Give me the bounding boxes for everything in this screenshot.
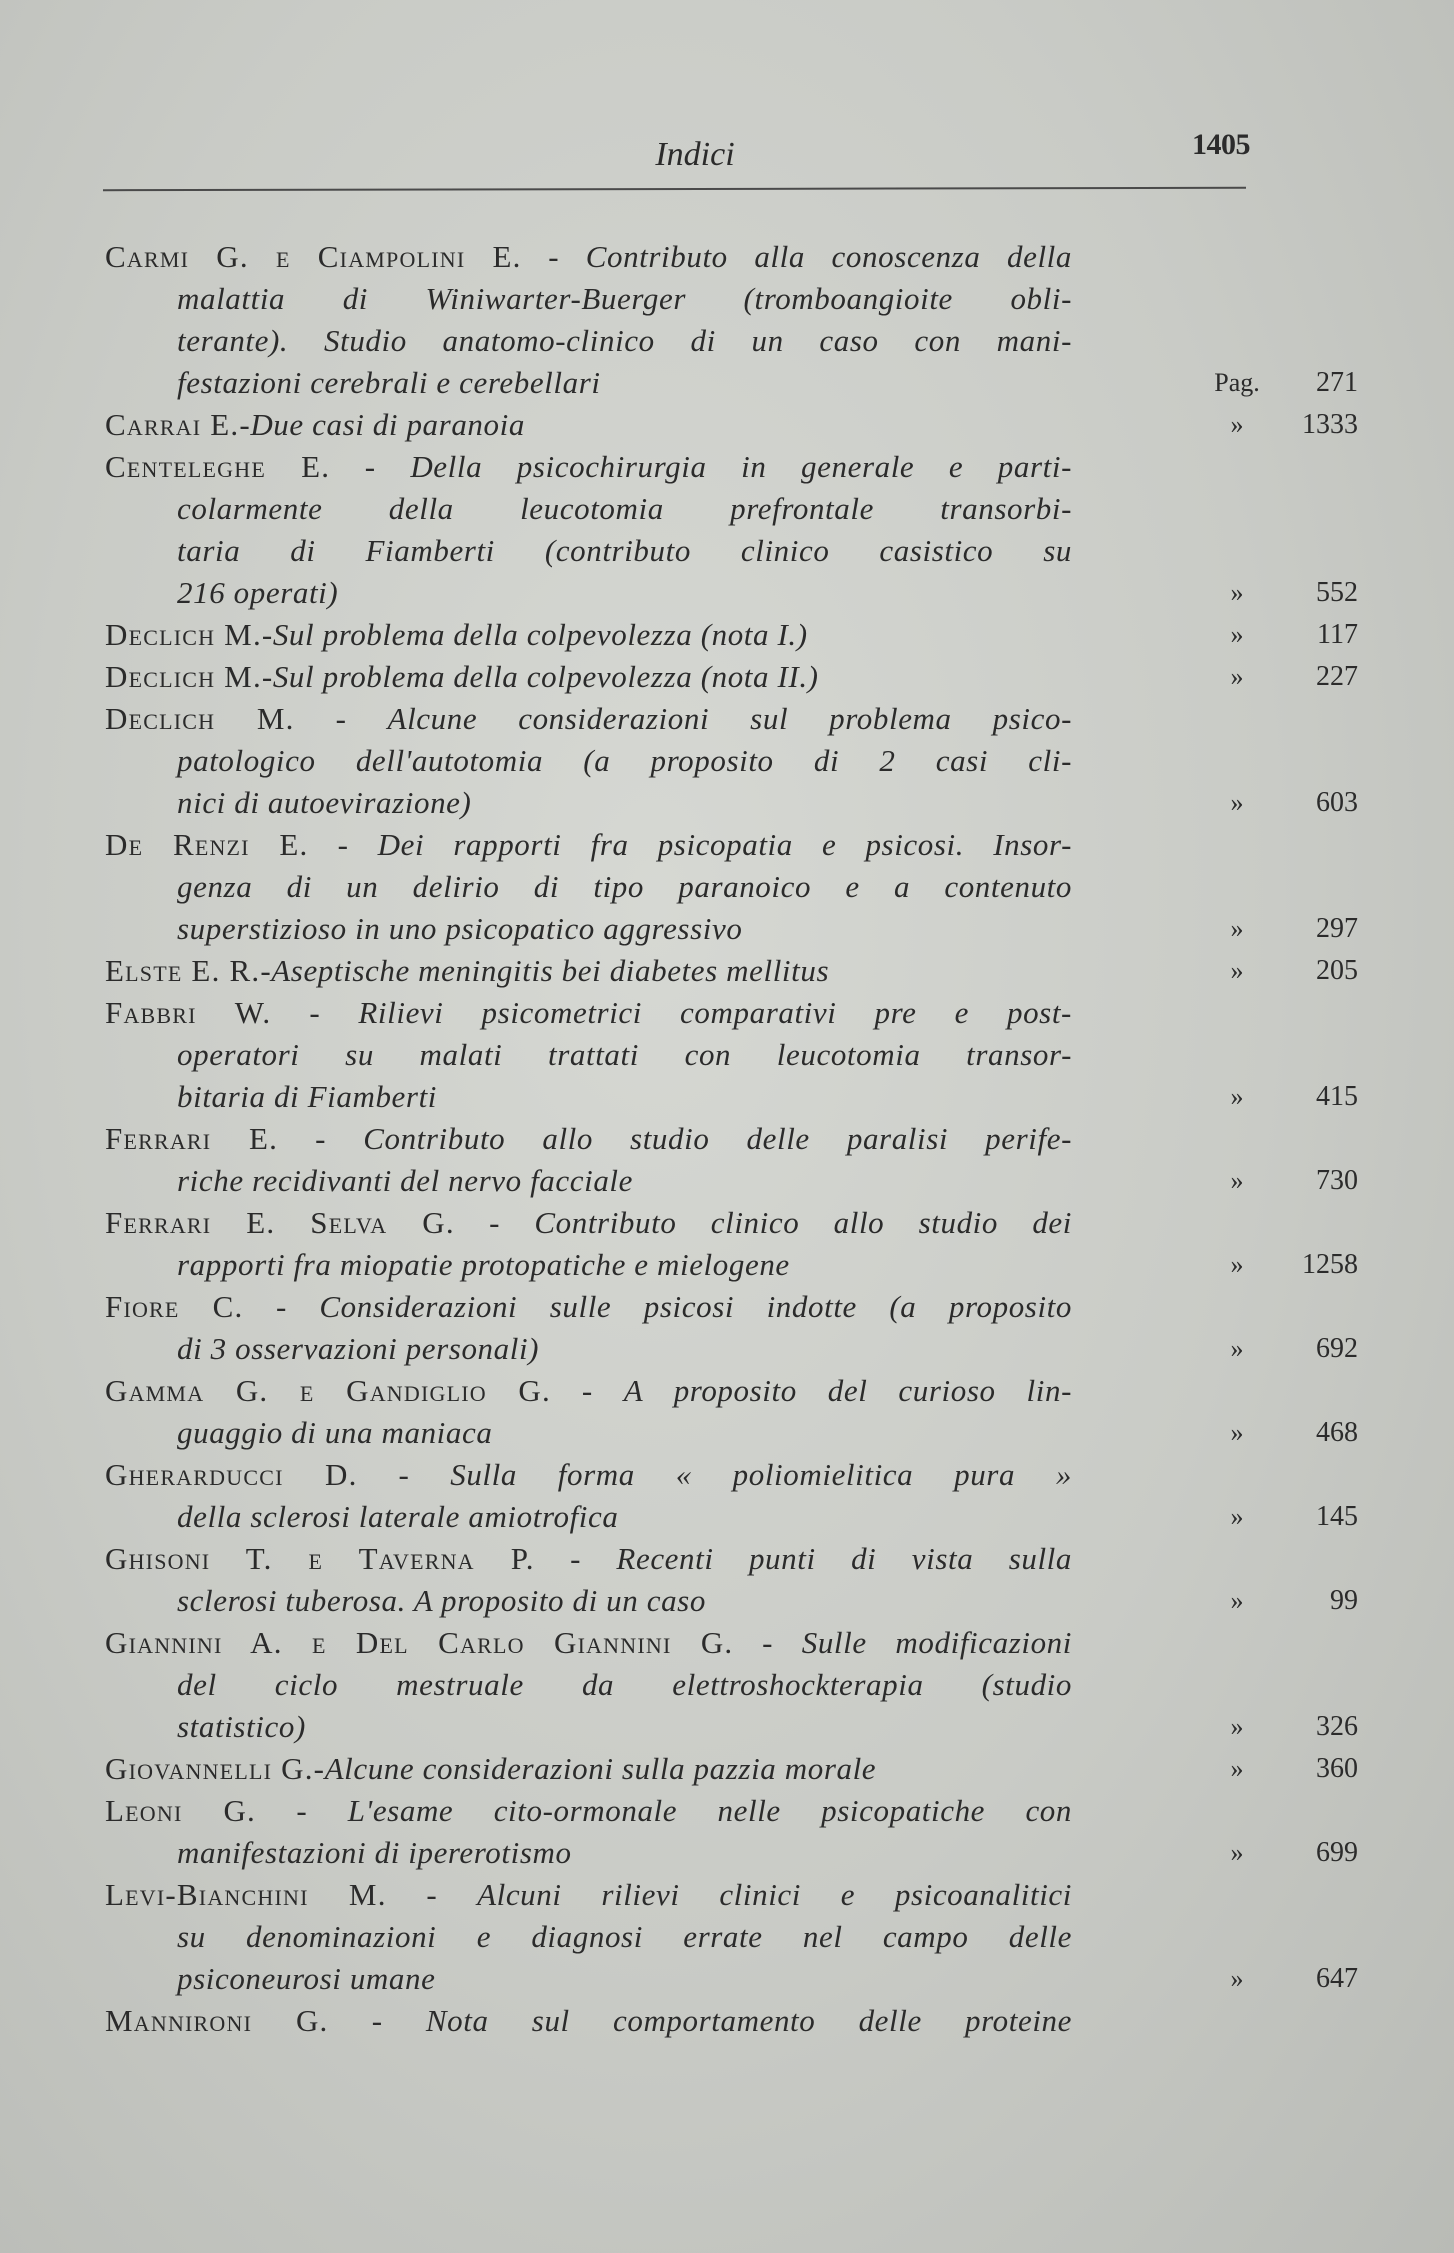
entry-author: Declich M.	[105, 659, 262, 694]
entry-line	[105, 1454, 1072, 1496]
entry-line	[105, 488, 1072, 530]
entry-line	[105, 992, 1072, 1034]
page-ref-marker: »	[1230, 1082, 1244, 1111]
entry-separator: -	[278, 1121, 364, 1156]
entry-author: Leoni G.	[105, 1793, 257, 1828]
entry-separator: -	[521, 239, 586, 274]
entry-page-number: 647	[1316, 1963, 1358, 1994]
entry-author: Centeleghe E.	[105, 449, 331, 484]
entry-title-text: statistico)	[177, 1709, 306, 1744]
entry-line	[105, 1412, 1072, 1454]
dot-leader	[510, 1412, 1072, 1454]
entry-line	[105, 530, 1072, 572]
running-header-title: Indici	[655, 136, 735, 173]
page-ref-marker: »	[1230, 1166, 1244, 1195]
entry-separator: -	[239, 407, 251, 442]
entry-line	[105, 950, 1072, 992]
dot-leader	[724, 1580, 1072, 1622]
entry-author: Gamma G. e Gandiglio G.	[105, 1373, 551, 1408]
entry-author: Elste E. R.	[105, 953, 261, 988]
entry-line	[105, 1118, 1072, 1160]
entry-title-text: rapporti fra miopatie protopatiche e mielogene	[177, 1247, 790, 1282]
entry-title-text: patologico dell'autotomia (a proposito di 2 casi cli-	[177, 743, 1072, 778]
entry-line	[105, 1748, 1072, 1790]
entry-separator: -	[330, 449, 411, 484]
entry-title-text: Sulle modificazioni	[801, 1625, 1072, 1660]
page-ref-marker: »	[1230, 1334, 1244, 1363]
entry-title-text: bitaria di Fiamberti	[177, 1079, 437, 1114]
entry-title-text: Considerazioni sulle psicosi indotte (a proposito	[319, 1289, 1072, 1324]
entry-page-number: 552	[1316, 577, 1358, 608]
entry-separator: -	[261, 659, 273, 694]
entry-separator: -	[733, 1625, 802, 1660]
entry-page-number: 603	[1316, 787, 1358, 818]
entry-title-text: taria di Fiamberti (contributo clinico casistico su	[177, 533, 1072, 568]
entry-title-text: su denominazioni e diagnosi errate nel campo delle	[177, 1919, 1072, 1954]
entry-line	[105, 572, 1072, 614]
entry-line	[105, 1286, 1072, 1328]
entry-title-text: Due casi di paranoia	[250, 407, 525, 442]
entry-title-text: Della psicochirurgia in generale e parti-	[410, 449, 1072, 484]
entry-title-text: malattia di Winiwarter-Buerger (tromboangioite obli-	[177, 281, 1072, 316]
dot-leader	[808, 1244, 1072, 1286]
index-entry	[105, 656, 1358, 698]
entry-line	[105, 698, 1072, 740]
dot-leader	[489, 782, 1072, 824]
entry-page-number: 271	[1316, 367, 1358, 398]
dot-leader	[557, 1328, 1072, 1370]
entry-line	[105, 1790, 1072, 1832]
page-ref-marker: »	[1230, 1502, 1244, 1531]
index-entry	[105, 1538, 1358, 1622]
entry-page-number: 699	[1316, 1837, 1358, 1868]
entry-title-text: Contributo clinico allo studio dei	[534, 1205, 1072, 1240]
entry-title-text: psiconeurosi umane	[177, 1961, 436, 1996]
index-entry	[105, 950, 1358, 992]
entry-title-text: operatori su malati trattati con leucotomia transor-	[177, 1037, 1072, 1072]
index-entry	[105, 1790, 1358, 1874]
index-entry	[105, 446, 1358, 614]
entry-title-text: Aseptische meningitis bei diabetes mellitus	[271, 953, 830, 988]
entry-separator: -	[256, 1793, 348, 1828]
entry-page-number: 99	[1330, 1585, 1358, 1616]
entry-title-text: Rilievi psicometrici comparativi pre e post-	[358, 995, 1072, 1030]
entry-line	[105, 278, 1072, 320]
dot-leader	[543, 404, 1072, 446]
entry-author: Carmi G. e Ciampolini E.	[105, 239, 522, 274]
entry-separator: -	[261, 617, 273, 652]
entry-author: Giovannelli G.	[105, 1751, 314, 1786]
entry-title-text: Sul problema della colpevolezza (nota II.)	[272, 659, 819, 694]
entry-title-text: Alcune considerazioni sulla pazzia morale	[324, 1751, 877, 1786]
entry-separator: -	[534, 1541, 617, 1576]
entry-author: De Renzi E.	[105, 827, 309, 862]
page-ref-marker: »	[1230, 1586, 1244, 1615]
dot-leader	[590, 1832, 1072, 1874]
entry-line	[105, 1874, 1072, 1916]
page-ref-marker: Pag.	[1214, 368, 1260, 397]
entry-title-text: Alcuni rilievi clinici e psicoanalitici	[477, 1877, 1073, 1912]
entry-title-text: della sclerosi laterale amiotrofica	[177, 1499, 619, 1534]
page-ref-marker: »	[1230, 956, 1244, 985]
entry-author: Giannini A. e Del Carlo Giannini G.	[105, 1625, 734, 1660]
entry-title-text: Contributo alla conoscenza della	[585, 239, 1072, 274]
entry-line	[105, 656, 1072, 698]
entry-page-number: 145	[1316, 1501, 1358, 1532]
entry-line	[105, 362, 1072, 404]
entry-line	[105, 1706, 1072, 1748]
entry-separator: -	[386, 1877, 478, 1912]
index-entry	[105, 1370, 1358, 1454]
page-ref-marker: »	[1230, 578, 1244, 607]
entry-page-number: 297	[1316, 913, 1358, 944]
entry-author: Fiore C.	[105, 1289, 244, 1324]
entry-title-text: Dei rapporti fra psicopatia e psicosi. Insor-	[377, 827, 1072, 862]
entry-title-text: Recenti punti di vista sulla	[616, 1541, 1072, 1576]
entry-page-number: 117	[1317, 619, 1358, 650]
index-entry	[105, 698, 1358, 824]
index-entry	[105, 1286, 1358, 1370]
entry-title-text: terante). Studio anatomo-clinico di un caso con mani-	[177, 323, 1072, 358]
entry-separator: -	[357, 1457, 451, 1492]
page-ref-marker: »	[1230, 1964, 1244, 1993]
entry-title-text: guaggio di una maniaca	[177, 1415, 493, 1450]
entry-page-number: 205	[1316, 955, 1358, 986]
entry-separator: -	[550, 1373, 624, 1408]
page-ref-marker: »	[1230, 410, 1244, 439]
entry-author: Declich M.	[105, 701, 295, 736]
entry-title-text: A proposito del curioso lin-	[623, 1373, 1072, 1408]
entry-line	[105, 1916, 1072, 1958]
entry-page-number: 227	[1316, 661, 1358, 692]
entry-line	[105, 320, 1072, 362]
index-entry	[105, 404, 1358, 446]
entry-title-text: Alcune considerazioni sul problema psico-	[387, 701, 1073, 736]
entry-author: Levi-Bianchini M.	[105, 1877, 387, 1912]
entry-line	[105, 404, 1072, 446]
entry-page-number: 692	[1316, 1333, 1358, 1364]
header-rule	[103, 187, 1246, 191]
entry-line	[105, 236, 1072, 278]
entry-author: Carrai E.	[105, 407, 240, 442]
page-ref-marker: »	[1230, 914, 1244, 943]
index-entry	[105, 236, 1358, 404]
entry-separator: -	[243, 1289, 320, 1324]
entry-title-text: 216 operati)	[177, 575, 339, 610]
entry-line	[105, 1202, 1072, 1244]
entry-title-text: festazioni cerebrali e cerebellari	[177, 365, 601, 400]
entry-line	[105, 1034, 1072, 1076]
entry-page-number: 360	[1316, 1753, 1358, 1784]
entry-separator: -	[328, 2003, 426, 2038]
index-entry	[105, 1622, 1358, 1748]
entry-line	[105, 824, 1072, 866]
entry-line	[105, 1622, 1072, 1664]
entry-author: Ghisoni T. e Taverna P.	[105, 1541, 535, 1576]
entry-line	[105, 1076, 1072, 1118]
dot-leader	[356, 572, 1072, 614]
entry-author: Mannironi G.	[105, 2003, 329, 2038]
page-ref-marker: »	[1230, 1418, 1244, 1447]
dot-leader	[455, 1076, 1072, 1118]
entry-title-text: Contributo allo studio delle paralisi perife-	[363, 1121, 1073, 1156]
entry-line	[105, 866, 1072, 908]
index-entry	[105, 1748, 1358, 1790]
page-ref-marker: »	[1230, 620, 1244, 649]
entry-separator: -	[260, 953, 272, 988]
entry-line	[105, 1664, 1072, 1706]
page-ref-marker: »	[1230, 1754, 1244, 1783]
dot-leader	[636, 1496, 1072, 1538]
entry-author: Ferrari E.	[105, 1121, 279, 1156]
entry-author: Declich M.	[105, 617, 262, 652]
page-ref-marker: »	[1230, 1250, 1244, 1279]
index-entry	[105, 1202, 1358, 1286]
entry-author: Ferrari E. Selva G.	[105, 1205, 455, 1240]
entry-line	[105, 1370, 1072, 1412]
entry-line	[105, 908, 1072, 950]
dot-leader	[453, 1958, 1072, 2000]
dot-leader	[760, 908, 1072, 950]
entry-title-text: Nota sul comportamento delle proteine	[425, 2003, 1073, 2038]
index-entry	[105, 1874, 1358, 2000]
entry-title-text: riche recidivanti del nervo facciale	[177, 1163, 634, 1198]
index-entry	[105, 1118, 1358, 1202]
entry-line	[105, 1244, 1072, 1286]
dot-leader	[324, 1706, 1072, 1748]
entry-title-text: sclerosi tuberosa. A proposito di un caso	[177, 1583, 706, 1618]
entry-title-text: nici di autoevirazione)	[177, 785, 472, 820]
page-ref-marker: »	[1230, 788, 1244, 817]
entry-line	[105, 1328, 1072, 1370]
entry-title-text: genza di un delirio di tipo paranoico e a contenuto	[177, 869, 1072, 904]
entry-line	[105, 614, 1072, 656]
page-ref-marker: »	[1230, 1712, 1244, 1741]
entry-title-text: Sul problema della colpevolezza (nota I.)	[272, 617, 808, 652]
entry-separator: -	[454, 1205, 535, 1240]
dot-leader	[651, 1160, 1072, 1202]
entry-separator: -	[308, 827, 378, 862]
entry-title-text: superstizioso in uno psicopatico aggressivo	[177, 911, 743, 946]
page-number: 1405	[1192, 128, 1250, 161]
index-entry	[105, 614, 1358, 656]
entry-page-number: 415	[1316, 1081, 1358, 1112]
index-entry	[105, 2000, 1255, 2042]
entry-title-text: di 3 osservazioni personali)	[177, 1331, 540, 1366]
entry-line	[105, 446, 1072, 488]
entry-line	[105, 1160, 1072, 1202]
entry-line	[105, 782, 1072, 824]
index-entry	[105, 824, 1358, 950]
entry-separator: -	[313, 1751, 325, 1786]
entry-page-number: 1258	[1302, 1249, 1358, 1280]
entry-separator: -	[271, 995, 359, 1030]
entry-page-number: 730	[1316, 1165, 1358, 1196]
entry-page-number: 468	[1316, 1417, 1358, 1448]
dot-leader	[619, 362, 1072, 404]
entry-line	[105, 1832, 1072, 1874]
entry-title-text: colarmente della leucotomia prefrontale transorbi-	[177, 491, 1072, 526]
entry-title-text: del ciclo mestruale da elettroshockterapia (studio	[177, 1667, 1072, 1702]
page-ref-marker: »	[1230, 662, 1244, 691]
entry-page-number: 1333	[1302, 409, 1358, 440]
page-ref-marker: »	[1230, 1838, 1244, 1867]
entry-title-text: L'esame cito-ormonale nelle psicopatiche con	[347, 1793, 1073, 1828]
entry-line	[105, 1538, 1072, 1580]
entry-line	[105, 740, 1072, 782]
index-entries	[105, 236, 1358, 2042]
entry-line	[105, 1958, 1072, 2000]
entry-title-text: manifestazioni di ipererotismo	[177, 1835, 572, 1870]
entry-separator: -	[294, 701, 388, 736]
entry-author: Fabbri W.	[105, 995, 272, 1030]
entry-line	[105, 1496, 1072, 1538]
entry-author: Gherarducci D.	[105, 1457, 358, 1492]
entry-title-text: Sulla forma « poliomielitica pura »	[450, 1457, 1072, 1492]
index-entry	[105, 992, 1358, 1118]
entry-line	[105, 2000, 1072, 2042]
entry-line	[105, 1580, 1072, 1622]
index-entry	[105, 1454, 1358, 1538]
entry-page-number: 326	[1316, 1711, 1358, 1742]
